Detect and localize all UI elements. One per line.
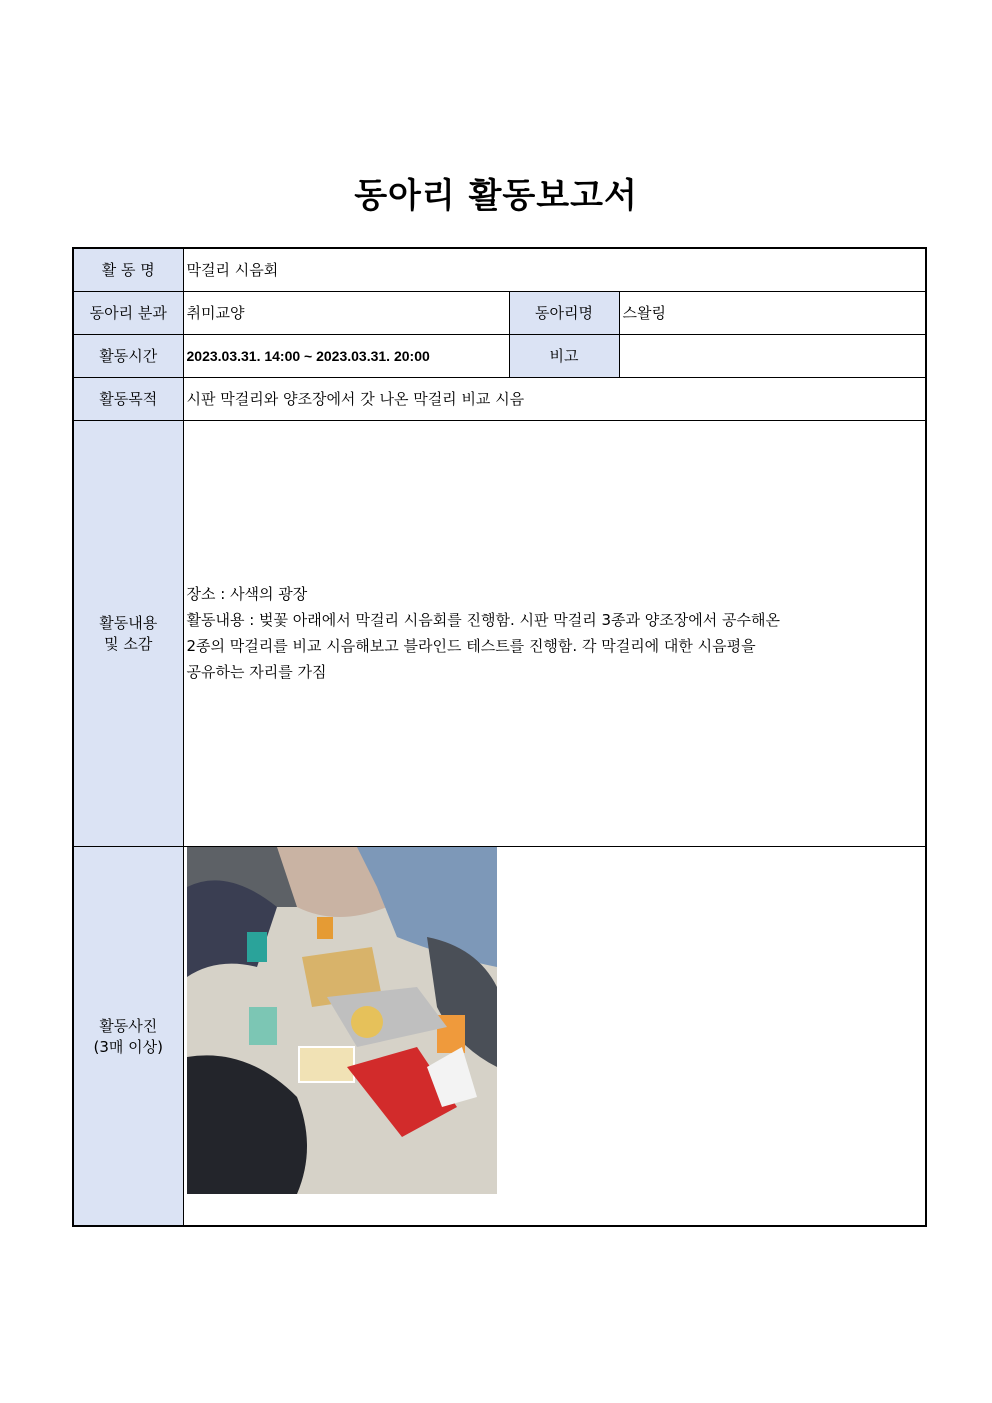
value-content bbox=[183, 420, 926, 846]
row-photos bbox=[73, 846, 926, 1226]
value-club-name: 스왈링 bbox=[619, 291, 926, 334]
value-activity-name: 막걸리 시음회 bbox=[183, 248, 926, 291]
value-purpose: 시판 막걸리와 양조장에서 갓 나온 막걸리 비교 시음 bbox=[183, 377, 926, 420]
label-activity-time: 활동시간 bbox=[73, 334, 183, 377]
activity-photo bbox=[187, 847, 497, 1194]
document-title: 동아리 활동보고서 bbox=[354, 176, 638, 216]
label-photos-line2: (3매 이상) bbox=[93, 1037, 163, 1056]
content-line1: 활동내용 : 벚꽃 아래에서 막걸리 시음회를 진행함. 시판 막걸리 3종과 양조장에서 공수해온 bbox=[186, 611, 780, 629]
label-club-category: 동아리 분과 bbox=[73, 291, 183, 334]
label-content-line2: 및 소감 bbox=[104, 635, 153, 653]
row-activity-name bbox=[73, 248, 926, 291]
activity-photo-illustration bbox=[187, 847, 497, 1194]
content-place: 장소 : 사색의 광장 bbox=[186, 585, 308, 603]
label-activity-name: 활 동 명 bbox=[73, 248, 183, 291]
row-purpose bbox=[73, 377, 926, 420]
row-club-info bbox=[73, 291, 926, 334]
content-line2: 2종의 막걸리를 비교 시음해보고 블라인드 테스트를 진행함. 각 막걸리에 대한 시음평을 bbox=[186, 637, 756, 655]
value-club-category: 취미교양 bbox=[183, 291, 509, 334]
row-activity-time bbox=[73, 334, 926, 377]
label-remarks: 비고 bbox=[509, 334, 619, 377]
label-photos-line1: 활동사진 bbox=[99, 1016, 158, 1035]
value-activity-time: 2023.03.31. 14:00 ~ 2023.03.31. 20:00 bbox=[183, 334, 509, 377]
content-line3: 공유하는 자리를 가짐 bbox=[186, 663, 327, 681]
label-content-line1: 활동내용 bbox=[99, 614, 158, 632]
report-table bbox=[72, 247, 927, 1227]
value-remarks bbox=[619, 334, 926, 377]
label-content bbox=[73, 420, 183, 846]
label-purpose: 활동목적 bbox=[73, 377, 183, 420]
label-photos bbox=[73, 846, 183, 1226]
label-club-name: 동아리명 bbox=[509, 291, 619, 334]
row-content bbox=[73, 420, 926, 846]
value-photos bbox=[183, 846, 926, 1226]
